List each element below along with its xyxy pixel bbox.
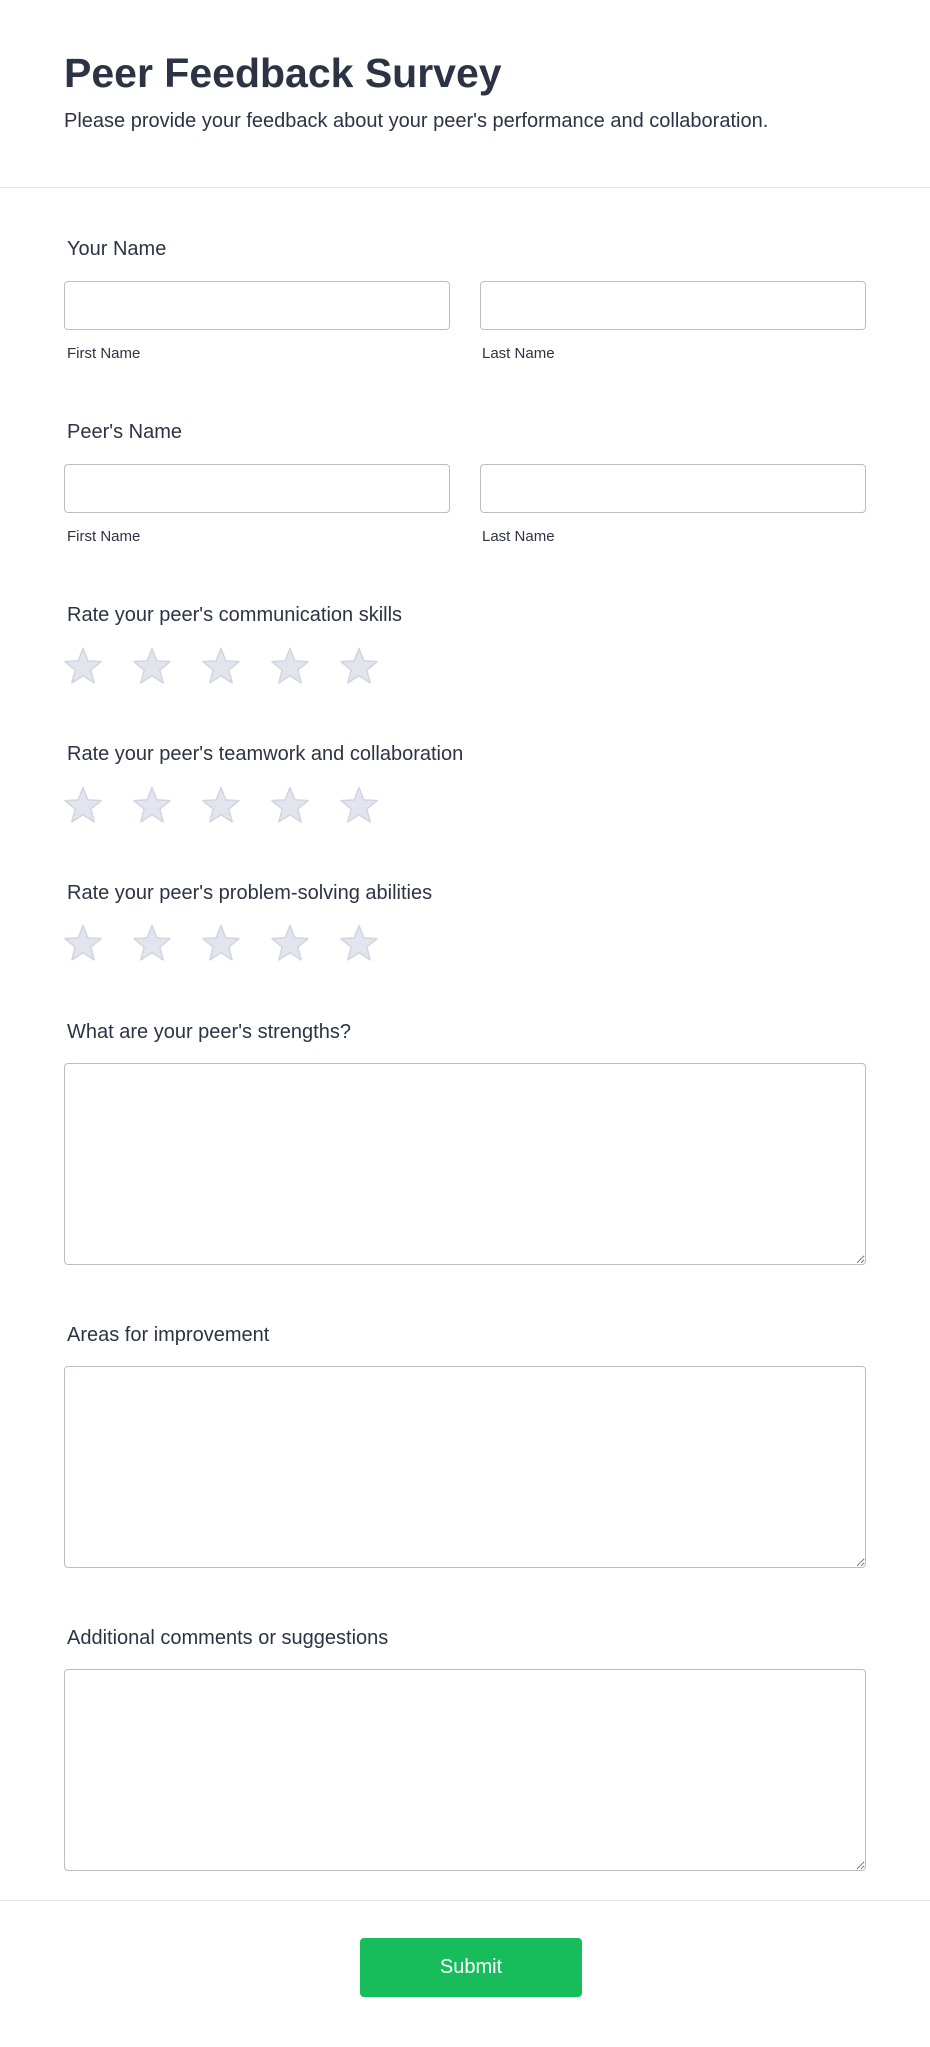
footer-divider	[0, 1900, 930, 1901]
teamwork-rating	[63, 786, 408, 826]
star-icon[interactable]	[63, 786, 103, 826]
peer-first-name-input[interactable]	[64, 464, 450, 513]
star-icon[interactable]	[270, 647, 310, 687]
star-icon[interactable]	[63, 924, 103, 964]
your-name-label: Your Name	[67, 238, 167, 260]
peer-first-name-sublabel: First Name	[67, 528, 141, 545]
problem-solving-rating-label: Rate your peer's problem-solving abilities	[67, 882, 433, 904]
comments-textarea[interactable]	[64, 1669, 866, 1871]
star-icon[interactable]	[63, 647, 103, 687]
form-subtitle: Please provide your feedback about your peer's performance and collaboration.	[64, 110, 769, 132]
star-icon[interactable]	[132, 786, 172, 826]
star-icon[interactable]	[201, 924, 241, 964]
strengths-textarea[interactable]	[64, 1063, 866, 1265]
your-last-name-input[interactable]	[480, 281, 866, 330]
star-icon[interactable]	[201, 647, 241, 687]
star-icon[interactable]	[132, 924, 172, 964]
problem-solving-rating	[63, 924, 408, 964]
star-icon[interactable]	[132, 647, 172, 687]
peer-name-label: Peer's Name	[67, 421, 182, 443]
star-icon[interactable]	[270, 786, 310, 826]
comments-label: Additional comments or suggestions	[67, 1627, 389, 1649]
star-icon[interactable]	[339, 786, 379, 826]
peer-last-name-input[interactable]	[480, 464, 866, 513]
peer-last-name-sublabel: Last Name	[482, 528, 555, 545]
star-icon[interactable]	[339, 647, 379, 687]
improvement-label: Areas for improvement	[67, 1324, 270, 1346]
communication-rating-label: Rate your peer's communication skills	[67, 604, 403, 626]
your-first-name-input[interactable]	[64, 281, 450, 330]
star-icon[interactable]	[339, 924, 379, 964]
improvement-textarea[interactable]	[64, 1366, 866, 1568]
communication-rating	[63, 647, 408, 687]
your-last-name-sublabel: Last Name	[482, 345, 555, 362]
strengths-label: What are your peer's strengths?	[67, 1021, 351, 1043]
star-icon[interactable]	[270, 924, 310, 964]
form-header	[0, 0, 930, 188]
star-icon[interactable]	[201, 786, 241, 826]
submit-button[interactable]: Submit	[360, 1938, 582, 1997]
your-first-name-sublabel: First Name	[67, 345, 141, 362]
form-title: Peer Feedback Survey	[64, 50, 502, 96]
teamwork-rating-label: Rate your peer's teamwork and collaboration	[67, 743, 464, 765]
